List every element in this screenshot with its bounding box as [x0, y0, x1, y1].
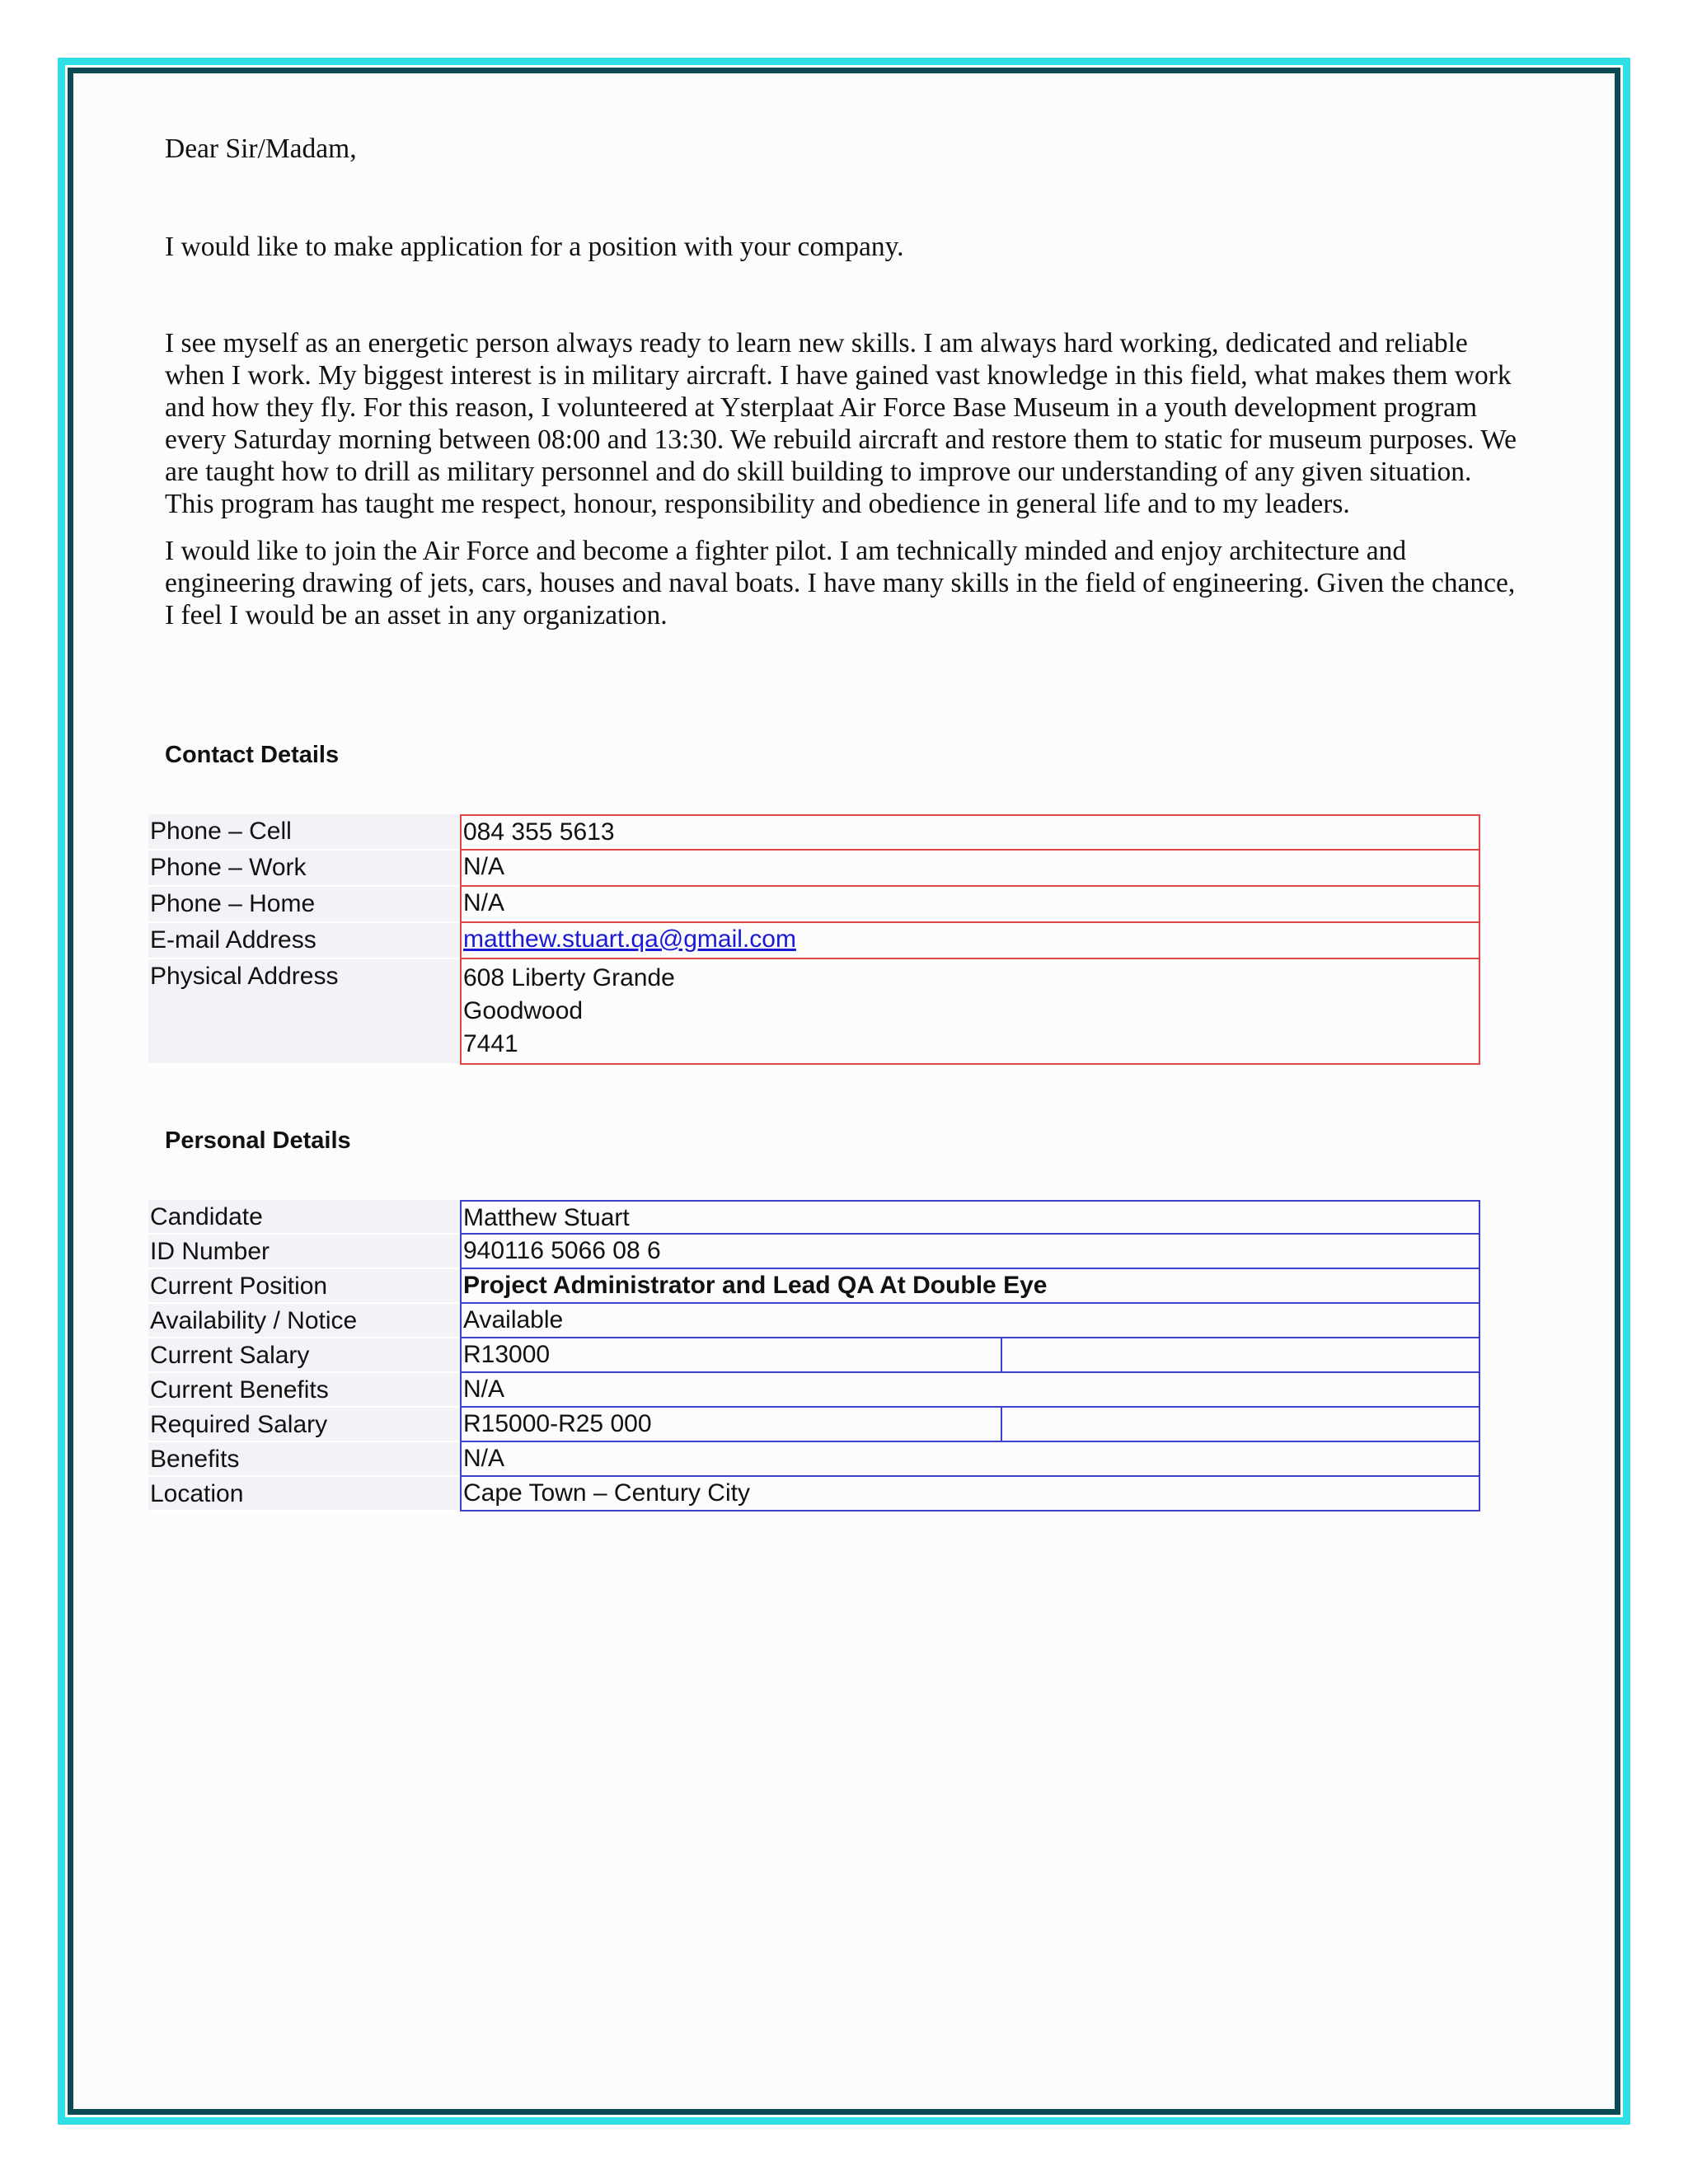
- address-line: Goodwood: [463, 997, 584, 1024]
- row-label: Phone – Home: [148, 887, 460, 923]
- row-label: ID Number: [148, 1235, 460, 1269]
- table-row: [148, 1304, 1480, 1338]
- address-cell: [460, 959, 1480, 1065]
- table-row: [148, 1235, 1480, 1269]
- table-row: [148, 1269, 1480, 1304]
- row-value: R15000-R25 000: [463, 1408, 1002, 1441]
- table-row: [148, 1408, 1480, 1442]
- row-value: Matthew Stuart: [460, 1200, 1480, 1235]
- letter-greeting: Dear Sir/Madam,: [165, 134, 357, 164]
- row-label: Current Salary: [148, 1338, 460, 1373]
- email-cell: [460, 923, 1480, 959]
- row-label: Physical Address: [148, 959, 460, 1065]
- row-value: 084 355 5613: [460, 814, 1480, 851]
- row-value: Cape Town – Century City: [460, 1477, 1480, 1511]
- row-value-split: [460, 1338, 1480, 1373]
- table-row: [148, 814, 1480, 851]
- letter-paragraph-2: I would like to join the Air Force and become a fighter pilot. I am technically minded and enjoy architecture and engineering drawing of jets, cars, houses and naval boats. I have many skills in the field of engineering. Given the chance, I feel I would be an asset in any organization.: [165, 536, 1516, 630]
- contact-details-heading: Contact Details: [165, 742, 340, 768]
- row-label: Availability / Notice: [148, 1304, 460, 1338]
- table-row: [148, 1442, 1480, 1477]
- letter-paragraph-1: I see myself as an energetic person always ready to learn new skills. I am always hard working, dedicated and reliable when I work. My biggest interest is in military aircraft. I have gained vast knowledge in this field, what makes them work and how they fly. For this reason, I volunteered at Ysterplaat Air Force Base Museum in a youth development program every Saturday morning between 08:00 and 13:30. We rebuild aircraft and restore them to static for museum purposes. We are taught how to drill as military personnel and do skill building to improve our understanding of any given situation. This program has taught me respect, honour, responsibility and obedience in general life and to my leaders.: [165, 328, 1517, 519]
- email-link[interactable]: matthew.stuart.qa@gmail.com: [463, 926, 796, 953]
- personal-details-heading: Personal Details: [165, 1127, 351, 1154]
- table-row: [148, 923, 1480, 959]
- row-label: Phone – Cell: [148, 814, 460, 851]
- table-row: [148, 1477, 1480, 1511]
- row-value: N/A: [460, 1442, 1480, 1477]
- letter-intro: I would like to make application for a position with your company.: [165, 232, 904, 262]
- row-value: Project Administrator and Lead QA At Double Eye: [460, 1269, 1480, 1304]
- row-value: N/A: [460, 851, 1480, 887]
- table-row: [148, 1338, 1480, 1373]
- address-line: 608 Liberty Grande: [463, 964, 675, 991]
- table-row: [148, 959, 1480, 1065]
- empty-cell: [1002, 1341, 1479, 1371]
- table-row: [148, 1373, 1480, 1408]
- row-value: N/A: [460, 1373, 1480, 1408]
- address-line: 7441: [463, 1030, 518, 1057]
- row-label: Benefits: [148, 1442, 460, 1477]
- row-value: N/A: [460, 887, 1480, 923]
- contact-details-table: [148, 814, 1480, 1065]
- row-value: Available: [460, 1304, 1480, 1338]
- table-row: [148, 1200, 1480, 1235]
- row-label: Phone – Work: [148, 851, 460, 887]
- row-value: R13000: [463, 1338, 1002, 1371]
- row-label: E-mail Address: [148, 923, 460, 959]
- table-row: [148, 851, 1480, 887]
- row-label: Candidate: [148, 1200, 460, 1235]
- row-label: Required Salary: [148, 1408, 460, 1442]
- table-row: [148, 887, 1480, 923]
- personal-details-table: [148, 1200, 1480, 1511]
- row-label: Current Benefits: [148, 1373, 460, 1408]
- row-label: Current Position: [148, 1269, 460, 1304]
- row-value-split: [460, 1408, 1480, 1442]
- row-value: 940116 5066 08 6: [460, 1235, 1480, 1269]
- row-label: Location: [148, 1477, 460, 1511]
- empty-cell: [1002, 1410, 1479, 1441]
